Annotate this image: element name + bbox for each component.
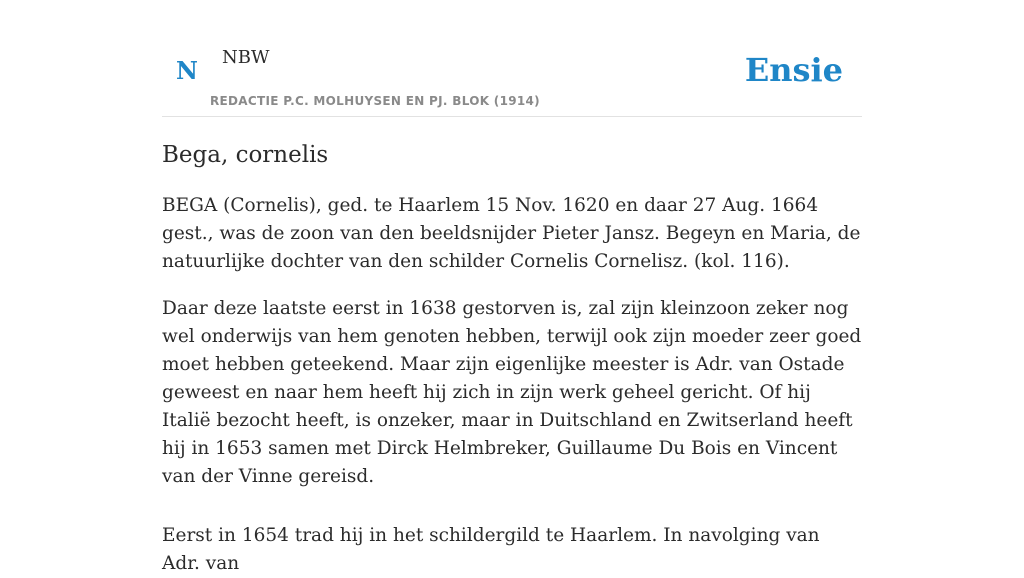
article xyxy=(162,138,862,578)
source-logo[interactable]: N xyxy=(176,56,198,85)
site-header xyxy=(162,0,862,117)
brand-logo[interactable]: Ensie xyxy=(744,51,843,89)
source-name[interactable]: NBW xyxy=(222,47,270,68)
article-paragraph: BEGA (Cornelis), ged. te Haarlem 15 Nov. 1620 en daar 27 Aug. 1664 gest., was de zoon van den beeldsnijder Pieter Jansz. Begeyn en Maria, de natuurlijke dochter van den schilder Cornelis Cornelisz. (kol. 116). xyxy=(162,195,861,272)
article-paragraph: Daar deze laatste eerst in 1638 gestorven is, zal zijn kleinzoon zeker nog wel onderwijs van hem genoten hebben, terwijl ook zijn moeder zeer goed moet hebben geteekend. Maar zijn eigenlijke meester is Adr. van Ostade geweest en naar hem heeft hij zich in zijn werk geheel gericht. Of hij Italië bezocht heeft, is onzeker, maar in Duitschland en Zwitserland heeft hij in 1653 samen met Dirck Helmbreker, Guillaume Du Bois en Vincent van der Vinne gereisd. xyxy=(162,298,862,487)
source-subtitle: REDACTIE P.C. MOLHUYSEN EN PJ. BLOK (1914) xyxy=(210,94,540,108)
page-title: Bega, cornelis xyxy=(162,142,329,168)
article-paragraph: Eerst in 1654 trad hij in het schildergild te Haarlem. In navolging van Adr. van xyxy=(162,525,820,574)
